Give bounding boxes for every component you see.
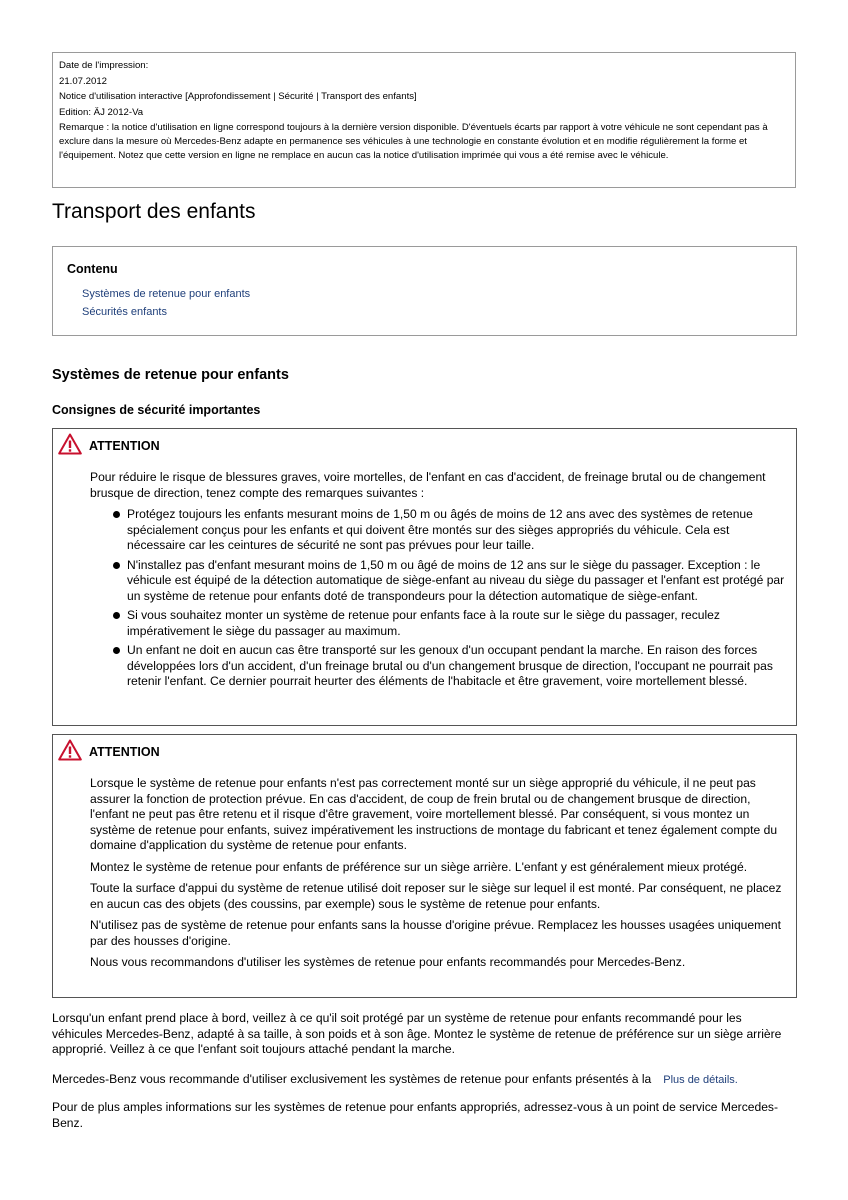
print-date: 21.07.2012: [59, 75, 108, 87]
list-item: N'installez pas d'enfant mesurant moins de 1,50 m ou âgé de moins de 12 ans sur le siège du passager. Exception : le véhicule est équipé de la détection automatique de siège-enfant au niveau du siège du passager et l'enfant est protégé par un système de retenue pour enfants doté de transpondeurs pour la détection automatique de siège-enfant.: [127, 558, 790, 605]
contents-title: Contenu: [67, 262, 118, 276]
list-item: Protégez toujours les enfants mesurant moins de 1,50 m ou âgés de moins de 12 ans avec des systèmes de retenue spécialement conçus pour les enfants et qui doivent être montés sur des sièges appropriés du véhicule. Cela est nécessaire car les ceintures de sécurité ne sont pas prévues pour leur taille.: [127, 507, 790, 554]
notice-breadcrumb: Notice d'utilisation interactive [Approfondissement | Sécurité | Transport des enfants]: [59, 91, 417, 103]
more-details-link[interactable]: Plus de détails.: [663, 1074, 738, 1086]
bullet-icon: [113, 562, 120, 569]
subsection-title: Consignes de sécurité importantes: [52, 403, 261, 417]
body-paragraph-1: Lorsqu'un enfant prend place à bord, veillez à ce qu'il soit protégé par un système de retenue pour enfants recommandé pour les véhicules Mercedes-Benz, adapté à sa taille, à son poids et à son âge. Montez le système de retenue de préférence sur un siège arrière approprié. Veillez à ce que l'enfant soit toujours attaché pendant la marche.: [52, 1011, 782, 1056]
warning-icon: [58, 739, 82, 761]
edition: Edition: ÄJ 2012-Va: [59, 106, 144, 118]
contents-link-child-safety[interactable]: Sécurités enfants: [82, 306, 167, 318]
warning-box-1: [52, 428, 797, 726]
warning-bullet-list: [90, 507, 790, 690]
warning-paragraph: N'utilisez pas de système de retenue pour enfants sans la housse d'origine prévue. Remplacez les housses usagées uniquement par des housses d'origine.: [90, 918, 782, 948]
warning-box-2: [52, 734, 797, 998]
warning-title: ATTENTION: [89, 439, 160, 453]
contents-link-child-restraint[interactable]: Systèmes de retenue pour enfants: [82, 288, 251, 300]
warning-paragraph: Toute la surface d'appui du système de retenue utilisé doit reposer sur le siège sur lequel il est monté. Par conséquent, ne placez en aucun cas des objets (des coussins, par exemple) sous le système de retenue pour enfants.: [90, 881, 782, 911]
bullet-icon: [113, 612, 120, 619]
bullet-icon: [113, 511, 120, 518]
list-item: Un enfant ne doit en aucun cas être transporté sur les genoux d'un occupant pendant la marche. En raison des forces développées lors d'un accident, d'un freinage brutal ou d'un changement brusque de direction, l'occupant ne pourrait pas retenir l'enfant. Ce dernier pourrait heurter des éléments de l'habitacle et être gravement, voire mortellement blessé.: [127, 643, 790, 690]
warning-paragraph: Nous vous recommandons d'utiliser les systèmes de retenue pour enfants recommandés pour Mercedes-Benz.: [90, 955, 686, 969]
warning-paragraph: Montez le système de retenue pour enfants de préférence sur un siège arrière. L'enfant y est généralement mieux protégé.: [90, 859, 748, 874]
list-item: Si vous souhaitez monter un système de retenue pour enfants face à la route sur le siège du passager, reculez impérativement le siège du passager au maximum.: [127, 608, 790, 639]
contents-box: [52, 246, 797, 336]
warning-paragraph: Lorsque le système de retenue pour enfants n'est pas correctement monté sur un siège approprié du véhicule, il ne peut pas assurer la fonction de protection prévue. En cas d'accident, de coup de frein brutal ou de changement brusque de direction, l'enfant ne peut pas être retenu et il risque d'être gravement, voire mortellement blessé. Par conséquent, si vous montez un système de retenue pour enfants, suivez impérativement les instructions de montage du fabricant et tenez également compte du domaine d'application du système de retenue pour enfants.: [90, 776, 778, 852]
print-date-label: Date de l'impression:: [59, 60, 149, 71]
body-paragraph-2-text: Mercedes-Benz vous recommande d'utiliser exclusivement les systèmes de retenue pour enfants présentés à la: [52, 1072, 652, 1086]
remark: Remarque : la notice d'utilisation en ligne correspond toujours à la dernière version disponible. D'éventuels écarts par rapport à votre véhicule ne sont cependant pas à exclure dans la mesure où Mercedes-Benz adapte en permanence ses véhicules à une technologie en constante évolution et en modifie régulièrement la forme et l'équipement. Notez que cette version en ligne ne remplace en aucun cas la notice d'utilisation imprimée qui vous a été remise avec le véhicule.: [59, 122, 768, 161]
page-title: Transport des enfants: [52, 200, 256, 223]
warning-intro: Pour réduire le risque de blessures graves, voire mortelles, de l'enfant en cas d'accident, de freinage brutal ou de changement brusque de direction, tenez compte des remarques suivantes :: [90, 470, 766, 500]
print-info-box: [52, 52, 796, 188]
warning-body: [90, 776, 790, 977]
bullet-icon: [113, 647, 120, 654]
warning-icon: [58, 433, 82, 455]
warning-body: [90, 470, 790, 694]
section-title: Systèmes de retenue pour enfants: [52, 367, 289, 383]
warning-title: ATTENTION: [89, 745, 160, 759]
body-paragraph-2: [52, 1072, 794, 1089]
body-paragraph-3: Pour de plus amples informations sur les systèmes de retenue pour enfants appropriés, adressez-vous à un point de service Mercedes-Benz.: [52, 1100, 778, 1130]
